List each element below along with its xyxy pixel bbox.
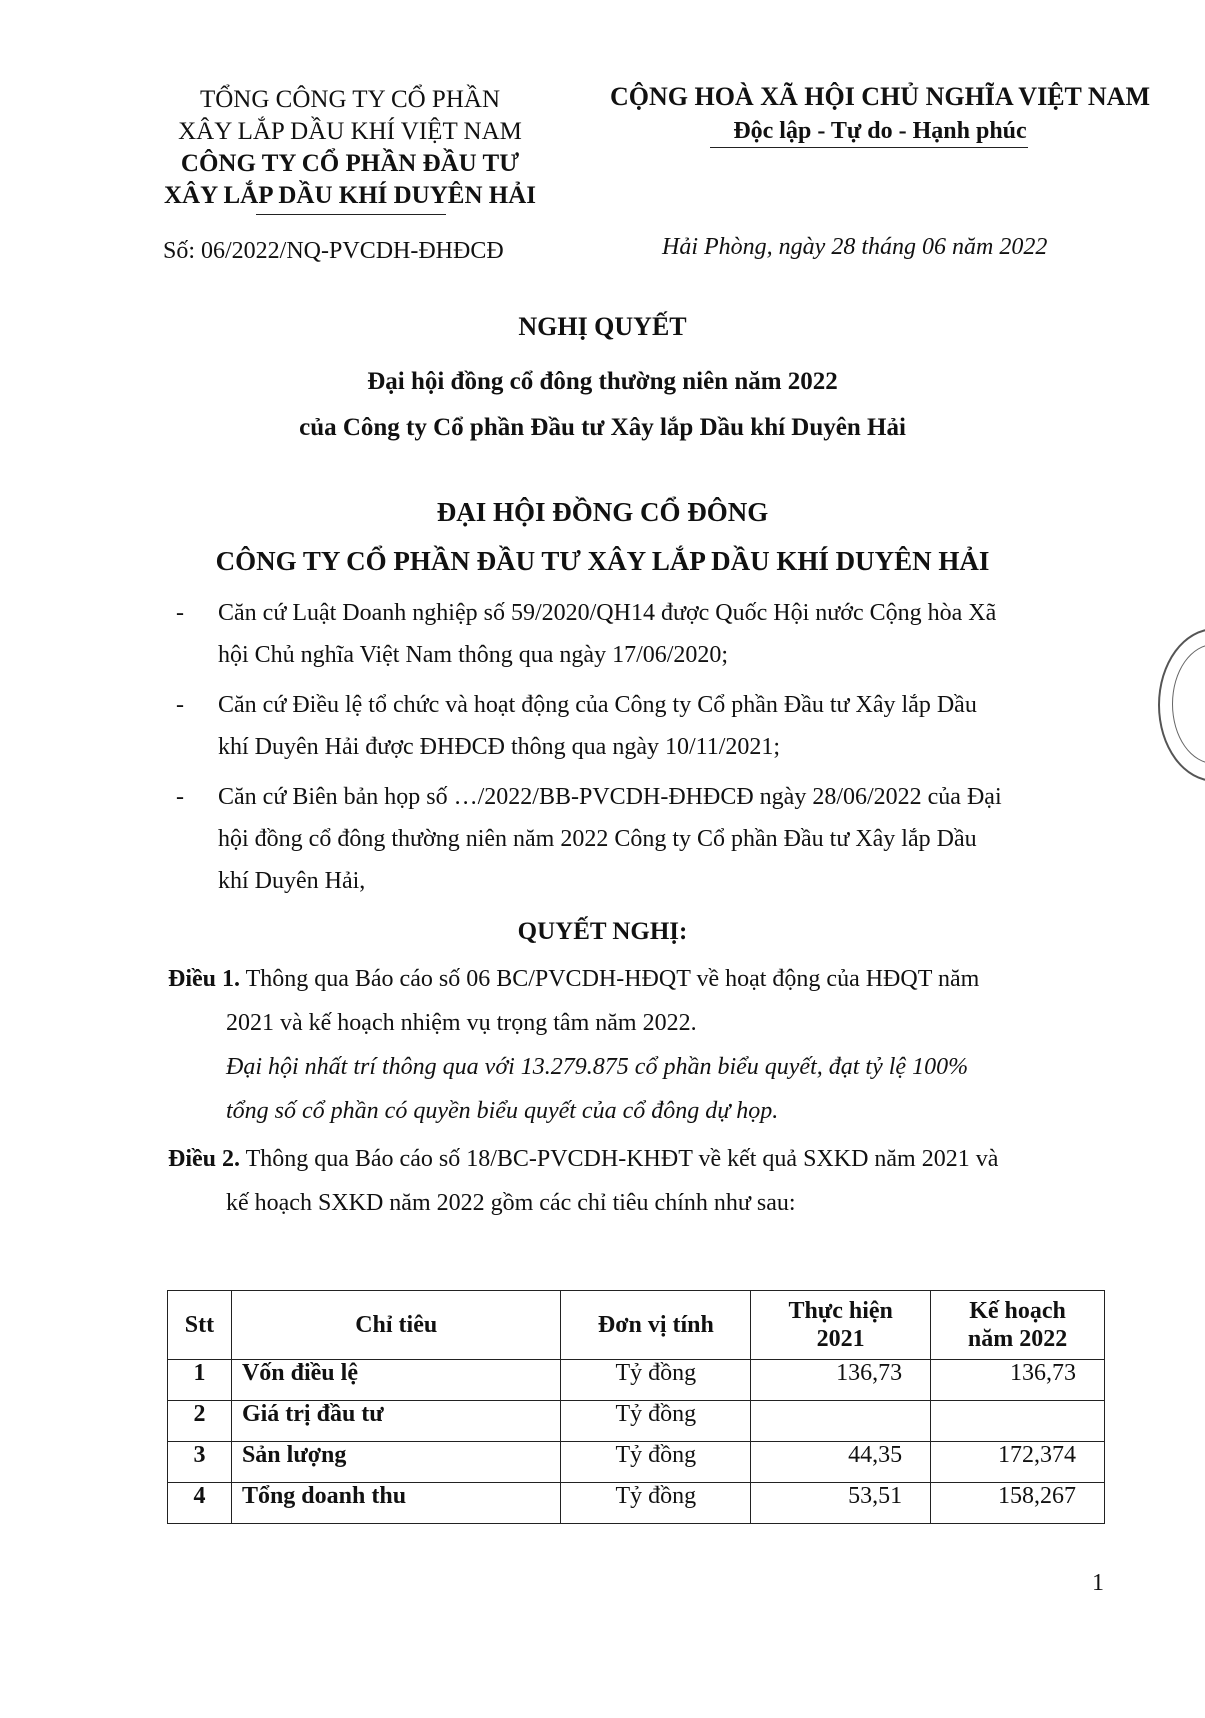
document-number: Số: 06/2022/NQ-PVCDH-ĐHĐCĐ <box>163 238 504 264</box>
row-plan: 172,374 <box>931 1442 1105 1483</box>
row-plan: 136,73 <box>931 1360 1105 1401</box>
page-number: 1 <box>1092 1570 1104 1596</box>
article-2 <box>168 1137 1106 1225</box>
basis-2-line-1: Căn cứ Điều lệ tổ chức và hoạt động của Công ty Cổ phần Đầu tư Xây lắp Dầu <box>218 692 977 718</box>
basis-item-1 <box>0 592 1205 682</box>
basis-text-2 <box>218 684 1100 768</box>
header-plan-line-2: năm 2022 <box>967 1326 1068 1352</box>
bullet-dash: - <box>176 784 184 810</box>
basis-2-line-2: khí Duyên Hải được ĐHĐCĐ thông qua ngày 10/11/2021; <box>218 734 781 760</box>
organization-block <box>140 84 560 212</box>
row-actual <box>751 1401 931 1442</box>
basis-item-2 <box>0 684 1205 774</box>
row-stt: 4 <box>168 1483 232 1524</box>
table-row <box>168 1442 1105 1483</box>
article-1-vote-2: tổng số cổ phần có quyền biểu quyết của cổ đông dự họp. <box>226 1098 779 1124</box>
header-plan-2022 <box>931 1291 1105 1360</box>
basis-item-3 <box>0 776 1205 908</box>
table-row <box>168 1360 1105 1401</box>
seal-inner-ring <box>1172 644 1205 764</box>
org-parent-line2: XÂY LẮP DẦU KHÍ VIỆT NAM <box>178 118 522 145</box>
article-2-text-2: kế hoạch SXKD năm 2022 gồm các chỉ tiêu chính như sau: <box>226 1190 796 1216</box>
article-1-text-1: Thông qua Báo cáo số 06 BC/PVCDH-HĐQT về hoạt động của HĐQT năm <box>245 966 980 992</box>
row-indicator: Tổng doanh thu <box>231 1483 561 1524</box>
document-title: NGHỊ QUYẾT <box>518 312 687 341</box>
article-2-text-1: Thông qua Báo cáo số 18/BC-PVCDH-KHĐT về kết quả SXKD năm 2021 và <box>245 1146 999 1172</box>
kpi-table <box>167 1290 1105 1524</box>
basis-3-line-2: hội đồng cổ đông thường niên năm 2022 Công ty Cổ phần Đầu tư Xây lắp Dầu <box>218 826 977 852</box>
header-actual-line-1: Thực hiện <box>788 1298 893 1324</box>
basis-1-line-2: hội Chủ nghĩa Việt Nam thông qua ngày 17/06/2020; <box>218 642 729 668</box>
row-indicator: Sản lượng <box>231 1442 561 1483</box>
header-actual-line-2: 2021 <box>816 1326 865 1352</box>
header-actual-2021 <box>751 1291 931 1360</box>
resolves-heading: QUYẾT NGHỊ: <box>517 918 688 945</box>
row-unit: Tỷ đồng <box>561 1360 751 1401</box>
row-actual: 136,73 <box>751 1360 931 1401</box>
row-unit: Tỷ đồng <box>561 1442 751 1483</box>
row-indicator: Vốn điều lệ <box>231 1360 561 1401</box>
header-indicator: Chỉ tiêu <box>231 1291 561 1360</box>
row-unit: Tỷ đồng <box>561 1401 751 1442</box>
row-stt: 3 <box>168 1442 232 1483</box>
place-and-date: Hải Phòng, ngày 28 tháng 06 năm 2022 <box>662 234 1048 260</box>
row-actual: 53,51 <box>751 1483 931 1524</box>
basis-3-line-1: Căn cứ Biên bản họp số …/2022/BB-PVCDH-ĐHĐCĐ ngày 28/06/2022 của Đại <box>218 784 1002 810</box>
article-1-text-2: 2021 và kế hoạch nhiệm vụ trọng tâm năm 2022. <box>226 1010 697 1036</box>
basis-1-line-1: Căn cứ Luật Doanh nghiệp số 59/2020/QH14 được Quốc Hội nước Cộng hòa Xã <box>218 600 997 626</box>
org-company-line2: XÂY LẮP DẦU KHÍ DUYÊN HẢI <box>163 182 536 209</box>
article-1-vote-1: Đại hội nhất trí thông qua với 13.279.875 cổ phần biểu quyết, đạt tỷ lệ 100% <box>226 1054 969 1080</box>
row-stt: 2 <box>168 1401 232 1442</box>
national-motto: Độc lập - Tự do - Hạnh phúc <box>733 118 1027 144</box>
row-indicator: Giá trị đầu tư <box>231 1401 561 1442</box>
country-name: CỘNG HOÀ XÃ HỘI CHỦ NGHĨA VIỆT NAM <box>609 82 1151 111</box>
table-row <box>168 1483 1105 1524</box>
article-1 <box>168 957 1106 1133</box>
article-1-label: Điều 1. <box>168 966 240 992</box>
header-plan-line-1: Kế hoạch <box>969 1298 1066 1324</box>
header-stt: Stt <box>168 1291 232 1360</box>
org-underline <box>256 214 446 215</box>
document-subtitle-2: của Công ty Cổ phần Đầu tư Xây lắp Dầu khí Duyên Hải <box>299 414 906 441</box>
issuer-line-2: CÔNG TY CỔ PHẦN ĐẦU TƯ XÂY LẮP DẦU KHÍ DUYÊN HẢI <box>215 546 990 576</box>
basis-3-line-3: khí Duyên Hải, <box>218 868 366 894</box>
bullet-dash: - <box>176 692 184 718</box>
document-subtitle-1: Đại hội đồng cổ đông thường niên năm 2022 <box>367 368 838 395</box>
issuer-line-1: ĐẠI HỘI ĐỒNG CỔ ĐÔNG <box>436 497 769 527</box>
article-2-label: Điều 2. <box>168 1146 240 1172</box>
row-unit: Tỷ đồng <box>561 1483 751 1524</box>
national-heading <box>580 80 1180 148</box>
table-row <box>168 1401 1105 1442</box>
table-header-row <box>168 1291 1105 1360</box>
row-actual: 44,35 <box>751 1442 931 1483</box>
motto-underline <box>710 147 1028 148</box>
row-stt: 1 <box>168 1360 232 1401</box>
org-company-line1: CÔNG TY CỔ PHẦN ĐẦU TƯ <box>180 150 520 177</box>
basis-text-3 <box>218 776 1100 902</box>
row-plan: 158,267 <box>931 1483 1105 1524</box>
basis-text-1 <box>218 592 1100 676</box>
header-unit: Đơn vị tính <box>561 1291 751 1360</box>
row-plan <box>931 1401 1105 1442</box>
bullet-dash: - <box>176 600 184 626</box>
org-parent-line1: TỔNG CÔNG TY CỔ PHẦN <box>199 86 500 113</box>
